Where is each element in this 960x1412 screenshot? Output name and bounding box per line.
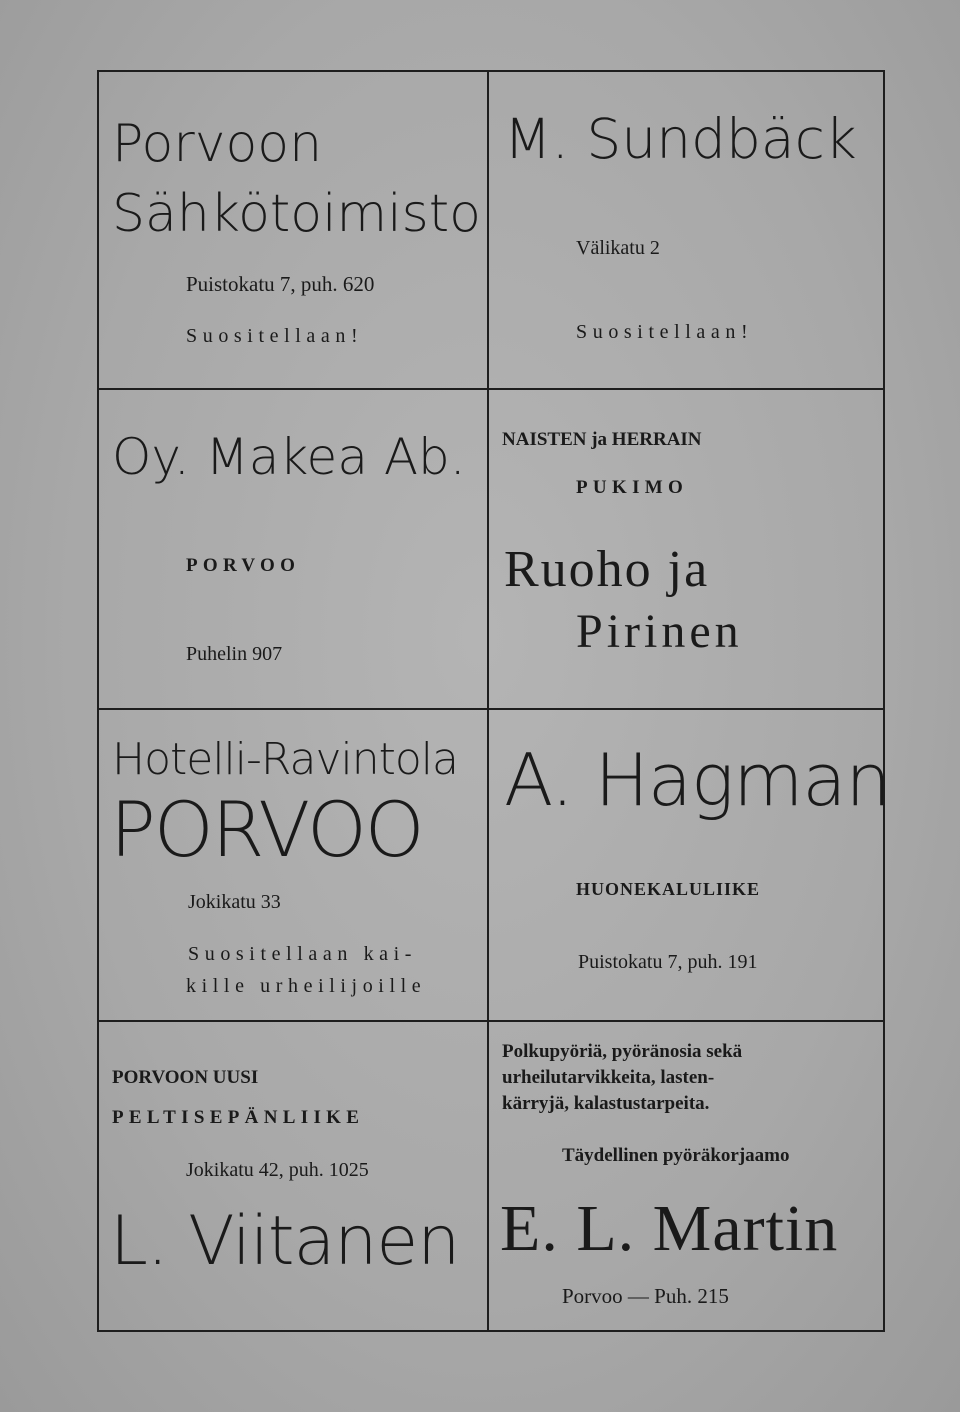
sundback-address: Välikatu 2 bbox=[576, 237, 660, 259]
column-divider bbox=[487, 72, 489, 1330]
row-divider-3 bbox=[99, 1020, 883, 1022]
sahko-name-line2: Sähkötoimisto bbox=[112, 184, 481, 244]
martin-desc-line2: urheilutarvikkeita, lasten- bbox=[502, 1067, 715, 1088]
hotelli-recommend-line2: kille urheilijoille bbox=[186, 975, 427, 997]
hotelli-address: Jokikatu 33 bbox=[188, 891, 281, 913]
sahko-address: Puistokatu 7, puh. 620 bbox=[186, 272, 375, 296]
martin-service: Täydellinen pyöräkorjaamo bbox=[562, 1145, 790, 1166]
viitanen-name: L. Viitanen bbox=[110, 1202, 460, 1281]
sundback-recommend: Suositellaan! bbox=[576, 321, 754, 343]
row-divider-2 bbox=[99, 708, 883, 710]
ruoho-name-line2: Pirinen bbox=[576, 605, 743, 658]
sahko-name-line1: Porvoon bbox=[112, 114, 323, 174]
makea-city: PORVOO bbox=[186, 555, 301, 576]
hagman-address: Puistokatu 7, puh. 191 bbox=[578, 951, 758, 973]
sundback-name: M. Sundbäck bbox=[504, 107, 857, 171]
viitanen-address: Jokikatu 42, puh. 1025 bbox=[186, 1159, 369, 1181]
row-divider-1 bbox=[99, 388, 883, 390]
martin-desc-line1: Polkupyöriä, pyöränosia sekä bbox=[502, 1041, 743, 1062]
ruoho-tagline-line1: NAISTEN ja HERRAIN bbox=[502, 429, 702, 450]
sahko-recommend: Suositellaan! bbox=[186, 325, 364, 347]
ruoho-tagline-line2: PUKIMO bbox=[576, 477, 689, 498]
hotelli-name: PORVOO bbox=[110, 785, 423, 874]
hagman-name: A. Hagman bbox=[504, 738, 891, 822]
martin-desc-line3: kärryjä, kalastustarpeita. bbox=[502, 1093, 710, 1114]
hotelli-recommend-line1: Suositellaan kai- bbox=[188, 943, 418, 965]
martin-contact: Porvoo — Puh. 215 bbox=[562, 1284, 729, 1308]
martin-name: E. L. Martin bbox=[500, 1192, 839, 1265]
hagman-business: HUONEKALULIIKE bbox=[576, 879, 761, 899]
makea-name: Oy. Makea Ab. bbox=[112, 428, 466, 486]
viitanen-business-line2: PELTISEPÄNLIIKE bbox=[112, 1107, 365, 1128]
viitanen-business-line1: PORVOON UUSI bbox=[112, 1067, 259, 1088]
advertisement-grid bbox=[97, 70, 885, 1332]
hotelli-title: Hotelli-Ravintola bbox=[112, 734, 458, 785]
makea-phone: Puhelin 907 bbox=[186, 643, 283, 665]
ruoho-name-line1: Ruoho ja bbox=[504, 541, 710, 598]
